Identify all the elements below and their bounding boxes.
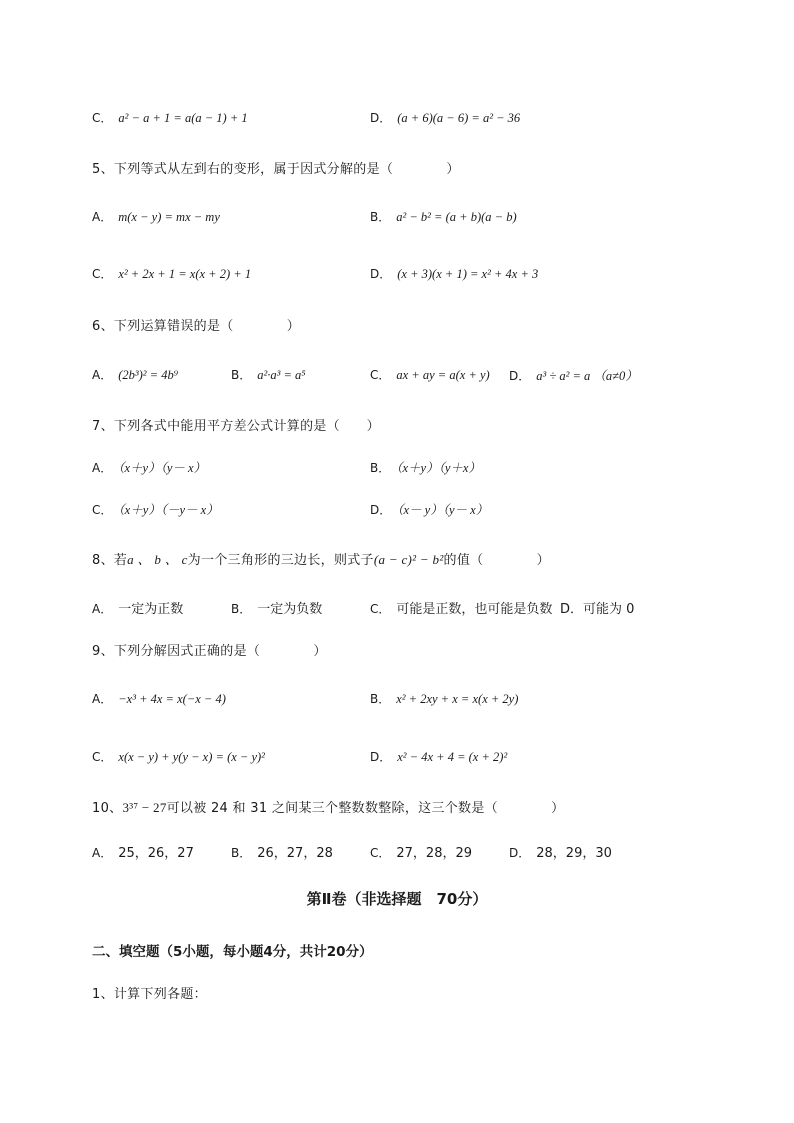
question-5-stem: 5、下列等式从左到右的变形，属于因式分解的是（ ） xyxy=(92,162,460,177)
option-text: 一定为负数 xyxy=(257,602,323,617)
question-7-stem: 7、下列各式中能用平方差公式计算的是（ ） xyxy=(92,419,380,434)
q5-option-d xyxy=(370,265,538,282)
option-expression: x² − 4x + 4 = (x + 2)² xyxy=(397,750,508,764)
option-text: 26，27，28 xyxy=(257,846,333,861)
option-label: A． xyxy=(92,846,113,860)
option-text: 27，28，29 xyxy=(396,846,473,861)
option-expression: （x＋y）（－y－ x） xyxy=(118,503,219,517)
option-text: 可能是正数，也可能是负数 xyxy=(396,602,553,617)
stem-expression: (a − c)² − b² xyxy=(373,552,444,567)
q7-option-d xyxy=(370,500,488,518)
question-6-stem: 6、下列运算错误的是（ ） xyxy=(92,319,301,334)
option-text: 25，26，27 xyxy=(118,846,194,861)
option-expression: a² − b² = (a + b)(a − b) xyxy=(396,210,517,224)
q6-option-c xyxy=(370,366,490,383)
option-label: C． xyxy=(370,602,391,616)
option-expression: a² − a + 1 = a(a − 1) + 1 xyxy=(118,111,248,125)
option-label: A． xyxy=(92,210,113,224)
option-label: B． xyxy=(231,368,252,382)
q10-option-d xyxy=(509,842,612,861)
option-label: A． xyxy=(92,368,113,382)
option-expression: m(x − y) = mx − my xyxy=(118,210,220,224)
q10-option-c xyxy=(370,842,472,861)
option-text: 一定为正数 xyxy=(118,602,184,617)
q8-option-b xyxy=(231,598,322,617)
option-label: D． xyxy=(370,111,392,125)
option-expression: (2b³)² = 4b⁹ xyxy=(118,368,179,382)
question-10-stem xyxy=(92,797,564,816)
q5-option-c xyxy=(92,265,251,282)
option-label: B． xyxy=(370,692,391,706)
stem-text: 可以被 24 和 31 之间某三个整数数整除，这三个数是（ ） xyxy=(166,801,565,816)
option-expression: （x＋y）（y＋x） xyxy=(396,461,481,475)
option-expression: x² + 2xy + x = x(x + 2y) xyxy=(396,692,519,706)
option-expression: −x³ + 4x = x(−x − 4) xyxy=(118,692,226,706)
option-label: D． xyxy=(370,267,392,281)
option-label: D． xyxy=(509,369,531,383)
option-label: C． xyxy=(370,368,391,382)
option-expression: a³ ÷ a² = a （a≠0） xyxy=(536,369,638,383)
q5-option-b xyxy=(370,208,517,225)
option-label: B． xyxy=(370,461,391,475)
q5-option-a xyxy=(92,208,220,225)
option-expression: (a + 6)(a − 6) = a² − 36 xyxy=(397,111,521,125)
option-expression: a²·a³ = a⁵ xyxy=(257,368,306,382)
option-label: A． xyxy=(92,692,113,706)
question-9-stem: 9、下列分解因式正确的是（ ） xyxy=(92,644,327,659)
q9-option-a xyxy=(92,690,226,707)
q9-option-c xyxy=(92,748,265,765)
option-expression: x(x − y) + y(y − x) = (x − y)² xyxy=(118,750,265,764)
part-2-heading: 第Ⅱ卷（非选择题 70分） xyxy=(306,890,488,908)
q8-option-d xyxy=(560,598,634,617)
fill-question-1: 1、计算下列各题： xyxy=(92,987,207,1002)
option-label: D． xyxy=(370,503,392,517)
option-expression: x² + 2x + 1 = x(x + 2) + 1 xyxy=(118,267,252,281)
stem-text: 为一个三角形的三边长，则式子 xyxy=(187,553,374,568)
q9-option-b xyxy=(370,690,518,707)
option-expression: ax + ay = a(x + y) xyxy=(396,368,490,382)
option-label: B． xyxy=(231,846,252,860)
option-label: A． xyxy=(92,461,113,475)
question-8-stem xyxy=(92,549,550,568)
prev-option-d xyxy=(370,109,520,126)
option-label: D． xyxy=(560,602,584,617)
q8-option-a xyxy=(92,598,183,617)
option-label: C． xyxy=(92,750,113,764)
q6-option-b xyxy=(231,366,306,383)
option-label: C． xyxy=(92,111,113,125)
option-expression: （x＋y）（y－ x） xyxy=(118,461,207,475)
option-label: B． xyxy=(231,602,252,616)
section-2-heading: 二、填空题（5小题，每小题4分，共计20分） xyxy=(92,944,373,960)
option-label: C． xyxy=(92,267,113,281)
option-label: A． xyxy=(92,602,113,616)
option-text: 可能为 0 xyxy=(583,602,635,617)
q7-option-b xyxy=(370,458,481,476)
stem-text: 8、若 xyxy=(92,553,128,568)
q10-option-a xyxy=(92,842,194,861)
option-label: D． xyxy=(370,750,392,764)
stem-text: 10、 xyxy=(92,801,123,816)
stem-text: 的值（ ） xyxy=(443,553,550,568)
stem-expression: 3³⁷ − 27 xyxy=(122,800,167,815)
prev-option-c xyxy=(92,109,248,126)
q7-option-a xyxy=(92,458,206,476)
q10-option-b xyxy=(231,842,333,861)
q8-option-c xyxy=(370,598,552,617)
option-expression: （x－ y）（y－ x） xyxy=(397,503,489,517)
q6-option-d xyxy=(509,366,638,384)
option-label: C． xyxy=(92,503,113,517)
option-label: C． xyxy=(370,846,391,860)
q9-option-d xyxy=(370,748,507,765)
stem-variables: a 、 b 、 c xyxy=(127,552,188,567)
q6-option-a xyxy=(92,366,178,383)
option-label: D． xyxy=(509,846,531,860)
q7-option-c xyxy=(92,500,219,518)
option-label: B． xyxy=(370,210,391,224)
option-expression: (x + 3)(x + 1) = x² + 4x + 3 xyxy=(397,267,539,281)
option-text: 28，29，30 xyxy=(536,846,612,861)
